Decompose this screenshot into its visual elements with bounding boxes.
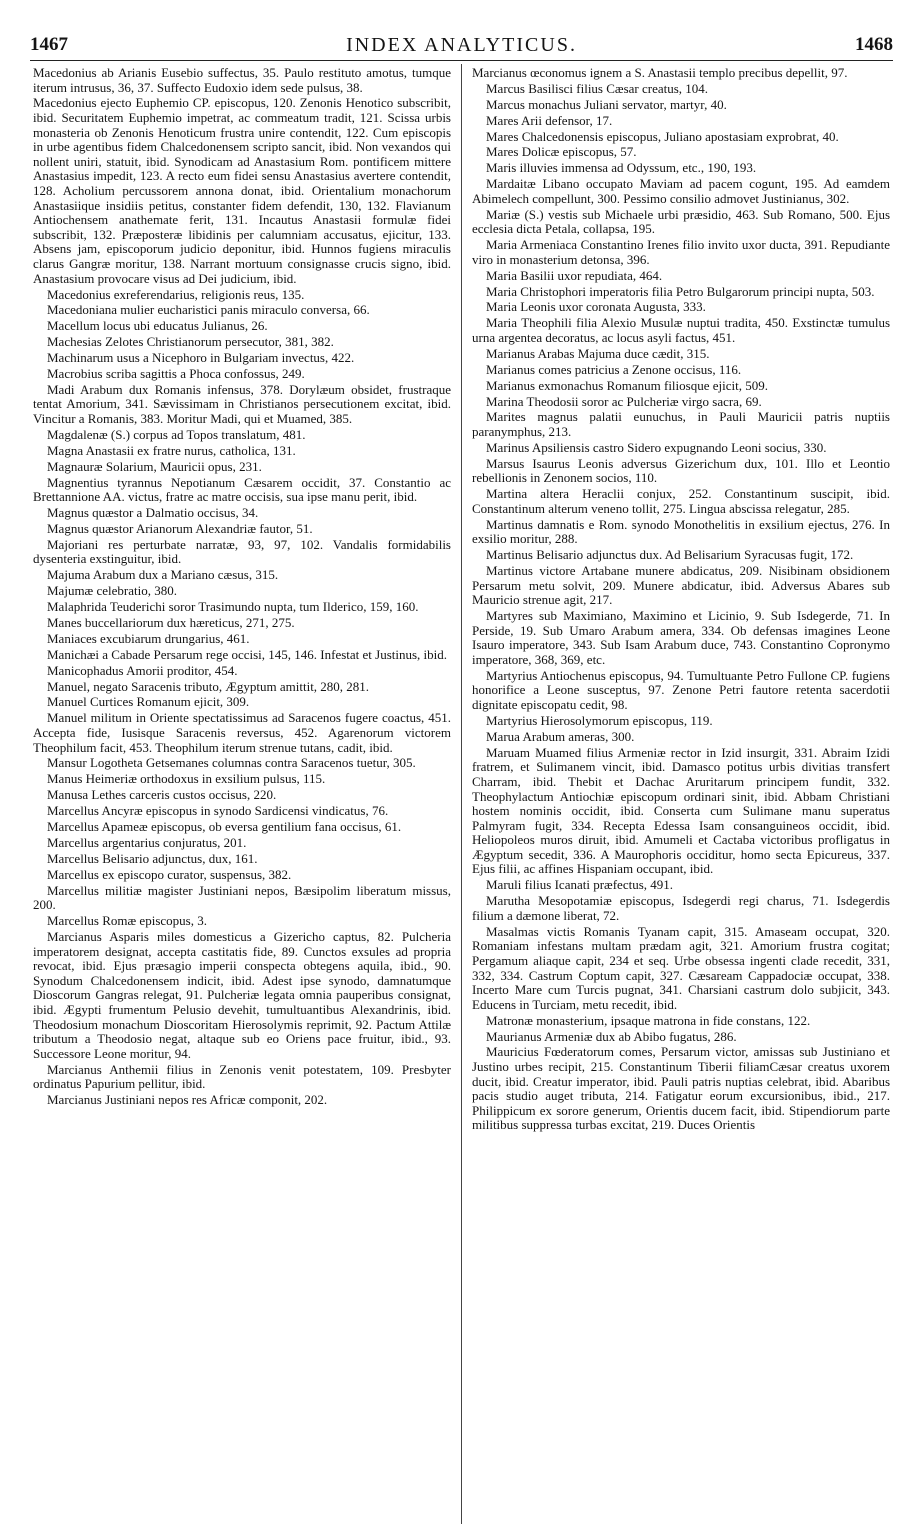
index-entry: Majumæ celebratio, 380. bbox=[47, 583, 177, 599]
index-entry: Majuma Arabum dux a Mariano cæsus, 315. bbox=[47, 567, 279, 583]
index-entry: Magna Anastasii ex fratre nurus, catholica, 131. bbox=[47, 442, 296, 458]
index-entry: Macedonius exreferendarius, religionis reus, 135. bbox=[47, 286, 305, 302]
index-entry: Martyres sub Maximiano, Maximino et Licinio, 9. Sub Isdegerde, 71. In Perside, 19. Sub Umaro Arabum amera, 334. Ob defensas imagines Leone Isauro imperatore, 343. Sub Isam Arabum duce, 743. Constantino Copronymo imperatore, 368, 369, etc. bbox=[472, 608, 890, 667]
index-entry: Mansur Logotheta Getsemanes columnas contra Saracenos tuetur, 305. bbox=[47, 755, 416, 771]
index-entry: Marcellus Apameæ episcopus, ob eversa gentilium fana occisus, 61. bbox=[47, 819, 402, 834]
index-entry: Marcianus œconomus ignem a S. Anastasii templo precibus depellit, 97. bbox=[472, 65, 848, 80]
index-entry: Marina Theodosii soror ac Pulcheriæ virgo sacra, 69. bbox=[486, 393, 762, 409]
index-entry: Marcellus ex episcopo curator, suspensus, 382. bbox=[47, 866, 292, 882]
index-entry: Manuel militum in Oriente spectatissimus ad Saracenos fugere coactus, 451. Accepta fide, Iusisque Saracenis reversus, 452. Agarenorum victorem Theophilum facit, 453. Theophilum iterum strenue tutans, cadit, ibid. bbox=[33, 710, 451, 755]
index-entry: Maruam Muamed filius Armeniæ rector in Izid insurgit, 331. Abraim Izidi fratrem, et Sulimanem vincit, ibid. Damasco potitus urbis divitias transfert Charram, ibid. Thebit et Dachac Aruritarum principem fundit, 332. Theophylactum Antiochiæ episcopum ordinari sinit, ibid. Abbam Christiani hostem nominis occidit, ibid. Conserta cum Sulimane manu superatus Palmyram fugit, 334. Recepta Edessa Isam consanguineos occidit, ibid. Heliopoleos muros diruit, ibid. Amumeli et Cactaba victoribus profligatus in Ægyptum secedit, 336. A Maurophoris occiditur, homo secta Epicureus, 337. Ejus filii, ac affines Hispaniam occupant, ibid. bbox=[472, 744, 890, 877]
index-entry: Marutha Mesopotamiæ episcopus, Isdegerdi regi charus, 71. Isdegerdis filium a dæmone liberat, 72. bbox=[472, 893, 890, 923]
index-entry: Marites magnus palatii eunuchus, in Pauli Mauricii patris nuptiis paranymphus, 213. bbox=[472, 409, 890, 439]
index-entry: Marcellus Ancyræ episcopus in synodo Sardicensi vindicatus, 76. bbox=[47, 803, 389, 819]
index-entry: Martinus victore Artabane munere abdicatus, 209. Nisibinam obsidionem Persarum metu solvit, 209. Munere abdicatur, ibid. Adversus Abares sub Mauricio strenue agit, 217. bbox=[472, 563, 890, 608]
index-entry: Maniaces excubiarum drungarius, 461. bbox=[47, 630, 250, 646]
index-entry: Marcianus Justiniani nepos res Africæ componit, 202. bbox=[47, 1092, 328, 1108]
index-entry: Manichæi a Cabade Persarum rege occisi, 145, 146. Infestat et Justinus, ibid. bbox=[47, 646, 448, 662]
right-column bbox=[472, 66, 890, 1134]
running-title: INDEX ANALYTICUS. bbox=[346, 34, 577, 56]
index-entry: Manes buccellariorum dux hæreticus, 271, 275. bbox=[47, 615, 295, 631]
index-entry: Macedoniana mulier eucharistici panis miraculo conversa, 66. bbox=[47, 302, 370, 318]
index-entry: Martyrius Hierosolymorum episcopus, 119. bbox=[486, 712, 713, 728]
page-header bbox=[30, 34, 893, 61]
index-entry: Marcus Basilisci filius Cæsar creatus, 104. bbox=[486, 80, 709, 96]
index-entry: Marianus exmonachus Romanum filiosque ejicit, 509. bbox=[486, 377, 768, 393]
index-entry: Manicophadus Amorii proditor, 454. bbox=[47, 662, 238, 678]
index-entry: Mariæ (S.) vestis sub Michaele urbi præsidio, 463. Sub Romano, 500. Ejus ecclesia dicta Petala, collapsa, 195. bbox=[472, 206, 890, 237]
index-entry: Maria Leonis uxor coronata Augusta, 333. bbox=[486, 299, 706, 315]
index-entry: Macedonius ejecto Euphemio CP. episcopus, 120. Zenonis Henotico subscribit, ibid. Securitatem Euphemio impetrat, ac commeatum tradit, 121. Scissa urbis monasteria ob Zenonis Henoticum frustra unire contendit, 122. Cum episcopis in urbe agentibus fidem Chalcedonensem scripto sancit, ibid. Non vexandos qui nollent uniri, statuit, ibid. Synodicam ad Anastasium Rom. pontificem mittere Anastasius impedit, 123. A recto eum fidei sensu Anastasius avertere contendit, 128. Acholium percussorem annona donat, ibid. Orientalium monachorum Anastasiique insidiis petitus, constanter fidem defendit, 130, 132. Flavianum Antiochensem anathemate ferit, 131. Incautus Anastasii formulæ fidei subscribit, 132. Præposteræ libidinis per calumniam accusatus, ejicitur, 133. Absens jam, episcoporum judicio deponitur, ibid. Hunnos fugiens miraculis clarus Gangræ moritur, 138. Narrant mortuum consignasse crucis signo, ibid. Anastasium provocare visus ad Dei judicium, ibid. bbox=[33, 95, 451, 286]
right-page-number: 1468 bbox=[855, 34, 893, 55]
index-entry: Mauricius Fœderatorum comes, Persarum victor, amissas sub Justiniano et Justino urbes recipit, 215. Constantinum Tiberii filiamCæsar creatus uxorem ducit, ibid. Creatur imperator, ibid. Pauli patris nuptias celebrat, ibid. Abaribus pacis studio auget tributa, 214. Fatigatur eorum excursionibus, ibid., 217. Philippicum ex sorore generum, Orientis ducem facit, ibid. Stipendiorum parte militibus suppressa turbas excitat, 219. Duces Orientis bbox=[472, 1044, 890, 1133]
left-page-number: 1467 bbox=[30, 34, 68, 55]
index-entry: Machinarum usus a Nicephoro in Bulgariam invectus, 422. bbox=[47, 350, 355, 366]
index-entry: Mardaitæ Libano occupato Maviam ad pacem cogunt, 195. Ad eamdem Abimelech compellunt, 300. Pessimo consilio admovet Justinianus, 302. bbox=[472, 176, 890, 206]
index-entry: Manuel Curtices Romanum ejicit, 309. bbox=[47, 694, 250, 710]
index-entry: Marcianus Asparis miles domesticus a Gizericho captus, 82. Pulcheria imperatorem designat, accepta castitatis fide, 89. Cunctos exsules ad propria revocat, ibid. Ejus præsagio imperii conspecta obtegens aquila, ibid., 90. Synodum Chalcedonensem indicit, ibid. Adest ipse synodo, damnatumque Dioscorum Gangras relegat, 91. Pulcheriæ legata omnia pauperibus consignat, ibid. Ægypti frumentum Pelusio devehit, tumultuantibus Alexandrinis, ibid. Theodosium monachum Dioscoritam Hierosolymis reprimit, 92. Pactum Attilæ tributum a Theodosio negat, altaque sub eo Oriens pace fruitur, ibid., 93. Successore Leone moritur, 94. bbox=[33, 928, 451, 1061]
index-entry: Madi Arabum dux Romanis infensus, 378. Dorylæum obsidet, frustraque tentat Amorium, 341. Sævissimam in Christianos persecutionem excitat, ibid. Vincitur a Romanis, 383. Moritur Madi, qui et Muamed, 385. bbox=[33, 381, 451, 427]
index-entry: Magnauræ Solarium, Mauricii opus, 231. bbox=[47, 458, 262, 474]
left-column bbox=[33, 66, 451, 1109]
index-entry: Maris illuvies immensa ad Odyssum, etc., 190, 193. bbox=[486, 160, 757, 176]
index-entry: Martyrius Antiochenus episcopus, 94. Tumultuante Petro Fullone CP. fugiens honorifice a Leone susceptus, 97. Zenone Petri fautore retenta sacerdotii dignitate episcopatu cedit, 98. bbox=[472, 667, 890, 713]
index-entry: Marcellus argentarius conjuratus, 201. bbox=[47, 834, 247, 850]
index-entry: Masalmas victis Romanis Tyanam capit, 315. Amaseam occupat, 320. Romaniam infestans multam prædam agit, 321. Amorium frustra cogitat; Pergamum aliaque capit, 234 et seq. Urbe obsessa ingenti clade recedit, 331, 332, 334. Castrum Coptum capit, 327. Cæsaream Cappadociæ occupat, 338. Incerto Mare cum Turcis pugnat, 341. Charsiani castrum dolo subjicit, 343. Educens in Turciam, metu recedit, ibid. bbox=[472, 923, 890, 1012]
index-entry: Manusa Lethes carceris custos occisus, 220. bbox=[47, 787, 277, 803]
index-entry: Macellum locus ubi educatus Julianus, 26. bbox=[47, 318, 268, 334]
column-divider bbox=[461, 64, 462, 1524]
index-entry: Marcellus militiæ magister Justiniani nepos, Bæsipolim liberatum missus, 200. bbox=[33, 882, 451, 913]
index-entry: Martinus damnatis e Rom. synodo Monothelitis in exsilium ejectus, 276. In exsilio moritur, 288. bbox=[472, 516, 890, 547]
index-entry: Maria Theophili filia Alexio Musulæ nuptui tradita, 450. Exstinctæ tumulus urna argentea decoratus, ac locus asyli factus, 451. bbox=[472, 315, 890, 345]
index-entry: Martinus Belisario adjunctus dux. Ad Belisarium Syracusas fugit, 172. bbox=[486, 547, 854, 563]
index-entry: Marcianus Anthemii filius in Zenonis venit potestatem, 109. Presbyter ordinatus Papurium pellitur, ibid. bbox=[33, 1061, 451, 1092]
index-entry: Marsus Isaurus Leonis adversus Gizerichum dux, 101. Illo et Leontio rebellionis in Zenonem socios, 110. bbox=[472, 455, 890, 486]
index-entry: Mares Chalcedonensis episcopus, Juliano apostasiam exprobrat, 40. bbox=[486, 128, 839, 144]
index-entry: Malaphrida Teuderichi soror Trasimundo nupta, tum Ilderico, 159, 160. bbox=[47, 599, 419, 615]
index-entry: Marua Arabum ameras, 300. bbox=[486, 728, 635, 744]
index-entry: Maria Christophori imperatoris filia Petro Bulgarorum principi nupta, 503. bbox=[486, 283, 875, 299]
index-entry: Marcellus Belisario adjunctus, dux, 161. bbox=[47, 850, 258, 866]
index-entry: Mares Arii defensor, 17. bbox=[486, 112, 613, 128]
index-entry: Majoriani res perturbate narratæ, 93, 97, 102. Vandalis formidabilis dysenteria exstinguitur, ibid. bbox=[33, 536, 451, 567]
index-entry: Magnentius tyrannus Nepotianum Cæsarem occidit, 37. Constantio ac Brettannione AA. victus, fratre ac matre occisis, sua ipse manu perit, ibid. bbox=[33, 474, 451, 505]
index-entry: Maruli filius Icanati præfectus, 491. bbox=[486, 877, 674, 893]
index-entry: Martina altera Heraclii conjux, 252. Constantinum suscipit, ibid. Constantinum alterum veneno tollit, 275. Lingua abscissa relegatur, 285. bbox=[472, 486, 890, 516]
index-entry: Marinus Apsiliensis castro Sidero expugnando Leoni socius, 330. bbox=[486, 439, 827, 455]
index-entry: Macedonius ab Arianis Eusebio suffectus, 35. Paulo restituto amotus, tumque iterum intrusus, 36, 37. Suffecto Eudoxio idem sede pulsus, 38. bbox=[33, 65, 451, 95]
index-entry: Maurianus Armeniæ dux ab Abibo fugatus, 286. bbox=[486, 1028, 737, 1044]
index-entry: Marianus comes patricius a Zenone occisus, 116. bbox=[486, 361, 742, 377]
index-entry: Magdalenæ (S.) corpus ad Topos translatum, 481. bbox=[47, 426, 306, 442]
index-entry: Manus Heimeriæ orthodoxus in exsilium pulsus, 115. bbox=[47, 771, 326, 787]
index-entry: Mares Dolicæ episcopus, 57. bbox=[486, 144, 637, 160]
index-entry: Magnus quæstor Arianorum Alexandriæ fautor, 51. bbox=[47, 520, 313, 536]
index-entry: Marcellus Romæ episcopus, 3. bbox=[47, 913, 207, 929]
index-entry: Magnus quæstor a Dalmatio occisus, 34. bbox=[47, 505, 259, 521]
index-entry: Manuel, negato Saracenis tributo, Ægyptum amittit, 280, 281. bbox=[47, 678, 370, 694]
index-entry: Marianus Arabas Majuma duce cædit, 315. bbox=[486, 345, 710, 361]
index-entry: Macrobius scriba sagittis a Phoca confossus, 249. bbox=[47, 365, 305, 381]
index-entry: Machesias Zelotes Christianorum persecutor, 381, 382. bbox=[47, 334, 334, 350]
index-entry: Maria Basilii uxor repudiata, 464. bbox=[486, 267, 663, 283]
index-entry: Matronæ monasterium, ipsaque matrona in fide constans, 122. bbox=[486, 1012, 811, 1028]
index-entry: Maria Armeniaca Constantino Irenes filio invito uxor ducta, 391. Repudiante viro in monasterium detonsa, 396. bbox=[472, 237, 890, 267]
index-entry: Marcus monachus Juliani servator, martyr, 40. bbox=[486, 96, 727, 112]
